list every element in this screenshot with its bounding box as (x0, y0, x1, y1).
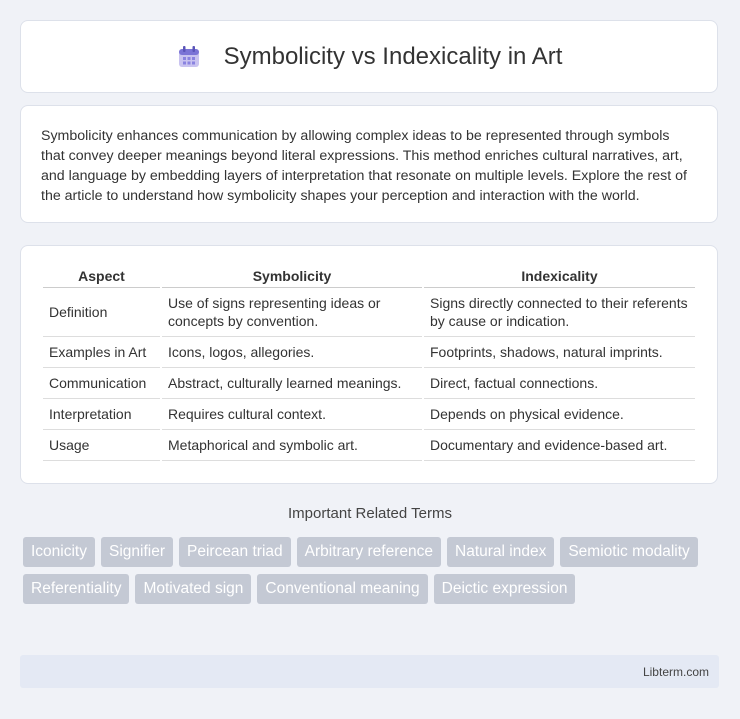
table-row (43, 430, 695, 461)
table-header-row (43, 264, 695, 288)
table-cell: Icons, logos, allegories. (162, 337, 422, 368)
table-cell: Depends on physical evidence. (424, 399, 695, 430)
title-card (20, 20, 718, 93)
footer-site-link[interactable]: Libterm.com (642, 664, 709, 679)
tag-motivated-sign[interactable]: Motivated sign (135, 574, 251, 604)
footer (20, 655, 719, 688)
tag-signifier[interactable]: Signifier (101, 537, 173, 567)
table-cell: Metaphorical and symbolic art. (162, 430, 422, 461)
table-cell: Definition (43, 288, 160, 337)
table-row (43, 368, 695, 399)
table-row (43, 288, 695, 337)
comparison-table (41, 264, 697, 461)
tag-conventional-meaning[interactable]: Conventional meaning (257, 574, 427, 604)
table-cell: Use of signs representing ideas or concepts by convention. (162, 288, 422, 337)
header-aspect: Aspect (43, 264, 160, 288)
intro-paragraph: Symbolicity enhances communication by allowing complex ideas to be represented through symbols that convey deeper meanings beyond literal expressions. This method enriches cultural narratives, art, and language by embedding layers of interpretation that resonate on multiple levels. Explore the rest of the article to understand how symbolicity shapes your perception and interaction with the world. (41, 128, 687, 204)
table-cell: Abstract, culturally learned meanings. (162, 368, 422, 399)
table-cell: Interpretation (43, 399, 160, 430)
table-cell: Documentary and evidence-based art. (424, 430, 695, 461)
tag-natural-index[interactable]: Natural index (447, 537, 554, 567)
table-cell: Examples in Art (43, 337, 160, 368)
table-cell: Requires cultural context. (162, 399, 422, 430)
related-terms-list (23, 537, 723, 611)
table-cell: Communication (43, 368, 160, 399)
tag-deictic-expression[interactable]: Deictic expression (434, 574, 576, 604)
tag-arbitrary-reference[interactable]: Arbitrary reference (297, 537, 441, 567)
tag-referentiality[interactable]: Referentiality (23, 574, 129, 604)
comparison-card (20, 245, 718, 484)
header-symbolicity: Symbolicity (162, 264, 422, 288)
table-row (43, 399, 695, 430)
tag-semiotic-modality[interactable]: Semiotic modality (560, 537, 697, 567)
page-title-text: Symbolicity vs Indexicality in Art (223, 42, 563, 70)
tag-iconicity[interactable]: Iconicity (23, 537, 95, 567)
tag-peircean-triad[interactable]: Peircean triad (179, 537, 291, 567)
table-cell: Usage (43, 430, 160, 461)
table-row (43, 337, 695, 368)
table-cell: Signs directly connected to their referents by cause or indication. (424, 288, 695, 337)
intro-card (20, 105, 718, 223)
calendar-icon (176, 44, 202, 70)
table-cell: Footprints, shadows, natural imprints. (424, 337, 695, 368)
page-title (176, 43, 563, 71)
related-terms-title: Important Related Terms (288, 505, 452, 522)
header-indexicality: Indexicality (424, 264, 695, 288)
table-cell: Direct, factual connections. (424, 368, 695, 399)
